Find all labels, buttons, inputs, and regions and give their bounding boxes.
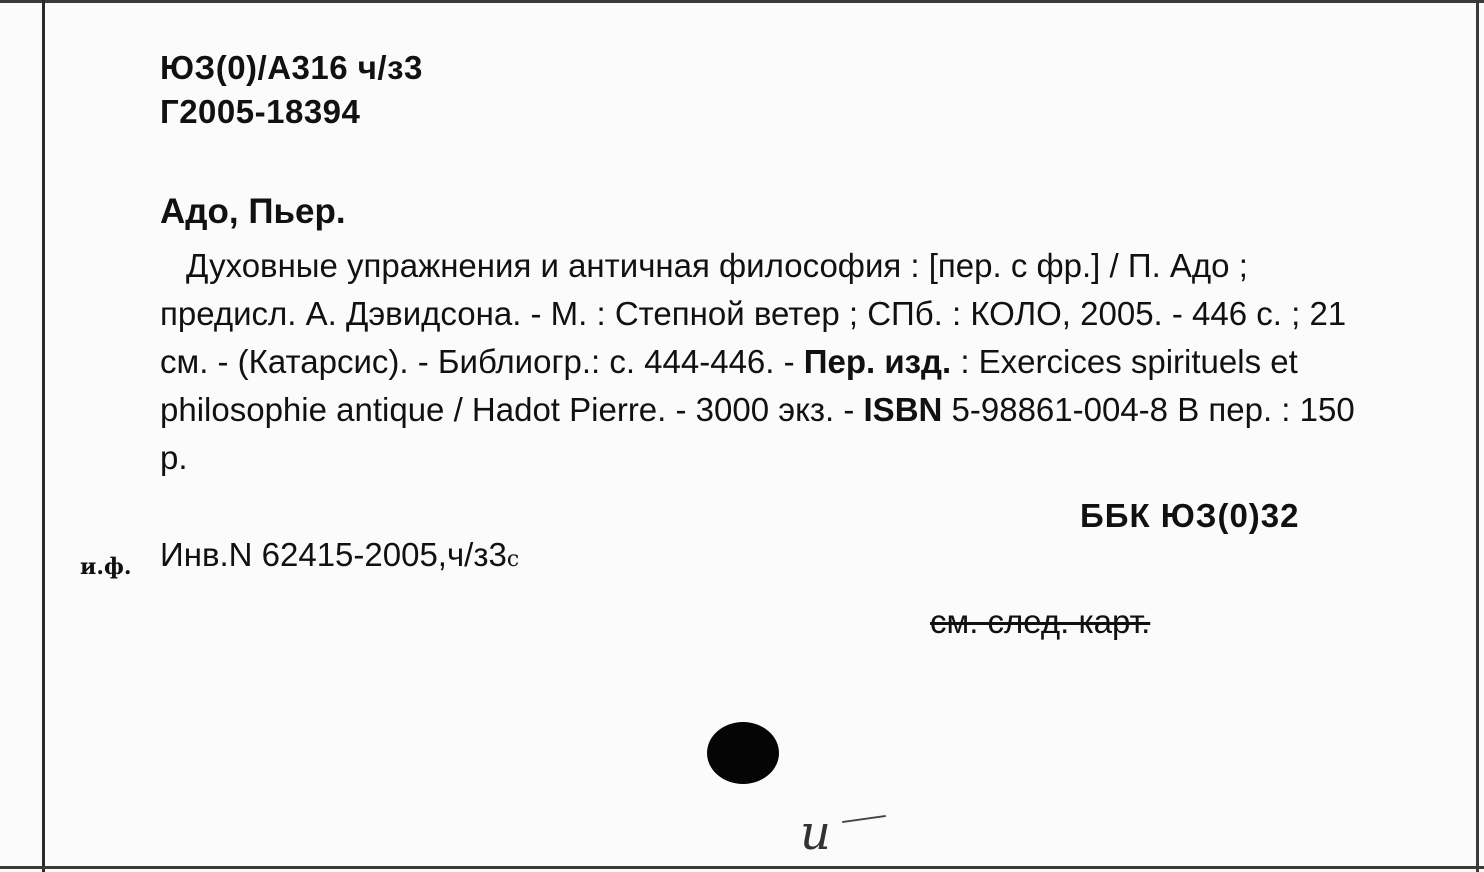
description-text-part2: : Exercices spirituels et philosophie antique / Hadot Pierre. - 3000 экз. -: [160, 343, 1298, 428]
description-text-part1: Духовные упражнения и античная философия : [пер. с фр.] / П. Адо ; предисл. А. Дэвидсона. - М. : Степной ветер ; СПб. : КОЛО, 2005. - 446 с. ; 21 см. - (Катарсис). - Библиогр.: с. 444-446. -: [160, 247, 1347, 380]
see-next-card-note: см. след. карт.: [930, 603, 1151, 640]
registration-number: Г2005-18394: [160, 93, 361, 130]
inventory-text: Инв.N 62415-2005,ч/з3: [160, 536, 507, 573]
author-heading: Адо, Пьер.: [160, 192, 346, 231]
handwritten-stroke: [842, 815, 886, 823]
shelfmark: [160, 46, 423, 134]
card-bottom-edge: [0, 866, 1484, 869]
card-top-edge: [0, 0, 1484, 3]
description-text-part3: 5-98861-004-8 В пер. : 150 р.: [160, 391, 1355, 476]
inventory-number: [160, 533, 519, 582]
card-right-edge: [1476, 0, 1479, 872]
original-title-label: Пер. изд.: [803, 343, 952, 380]
bbk-classification: ББК ЮЗ(0)32: [1080, 497, 1300, 534]
handwritten-inv-mark: и.ф.: [80, 554, 132, 580]
shelfmark-code: ЮЗ(0)/А316 ч/з3: [160, 49, 423, 86]
card-left-margin-line: [42, 0, 45, 872]
isbn-label: ISBN: [863, 391, 943, 428]
bibliographic-description: [160, 242, 1360, 482]
handwritten-initial: и: [800, 805, 831, 861]
punched-dot-mark: [707, 722, 779, 784]
inventory-handwritten-suffix: с: [506, 547, 520, 572]
